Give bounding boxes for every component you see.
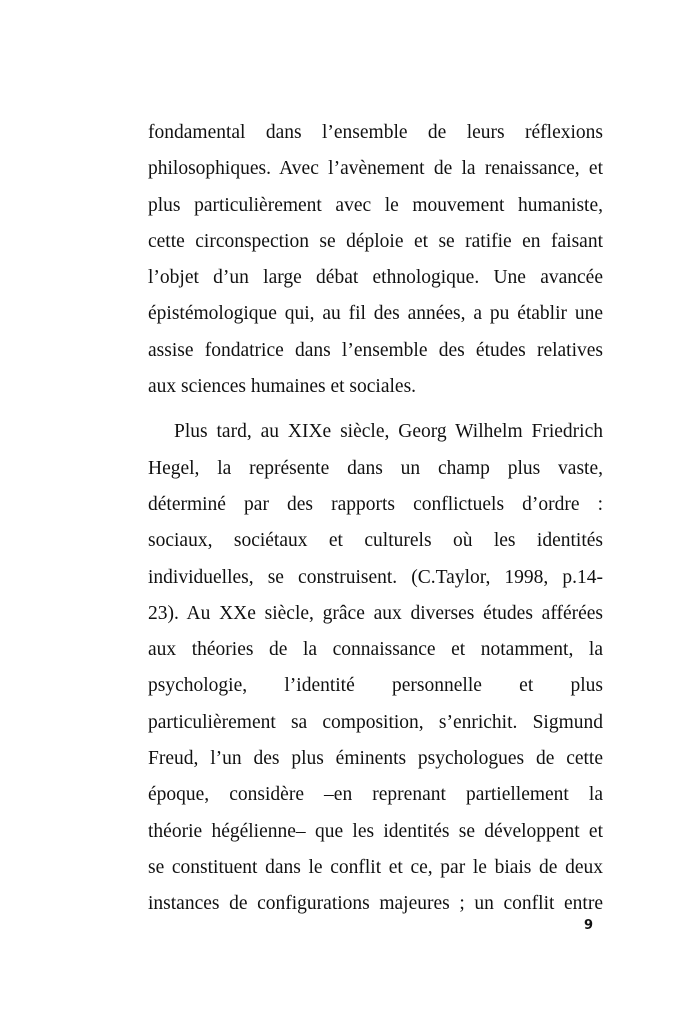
- text-line: instances de configurations majeures ; un conflit entre: [148, 893, 603, 915]
- text-line: Plus tard, au XIXe siècle, Georg Wilhelm Friedrich: [174, 421, 603, 443]
- text-line: théorie hégélienne– que les identités se développent et: [148, 820, 603, 842]
- text-line: fondamental dans l’ensemble de leurs réflexions: [148, 122, 603, 143]
- text-line: plus particulièrement avec le mouvement humaniste,: [148, 194, 603, 216]
- text-line: 23). Au XXe siècle, grâce aux diverses études afférées: [148, 602, 603, 624]
- text-line: se constituent dans le conflit et ce, par le biais de deux: [148, 856, 603, 878]
- text-line: sociaux, sociétaux et culturels où les identités: [148, 530, 603, 552]
- text-line: philosophiques. Avec l’avènement de la renaissance, et: [148, 158, 603, 180]
- text-line: l’objet d’un large débat ethnologique. Une avancée: [148, 267, 603, 289]
- text-line: particulièrement sa composition, s’enrichit. Sigmund: [148, 711, 603, 733]
- text-line: Hegel, la représente dans un champ plus vaste,: [148, 457, 603, 479]
- text-line: épistémologique qui, au fil des années, a pu établir une: [148, 303, 603, 325]
- paragraph: [148, 414, 603, 922]
- text-line: époque, considère –en reprenant partiellement la: [148, 784, 603, 806]
- text-line: Freud, l’un des plus éminents psychologues de cette: [148, 748, 603, 770]
- page-number: 9: [584, 918, 594, 933]
- text-line: cette circonspection se déploie et se ratifie en faisant: [148, 230, 603, 252]
- text-line: individuelles, se construisent. (C.Taylor, 1998, p.14-: [148, 566, 603, 588]
- text-line: aux sciences humaines et sociales.: [148, 376, 417, 398]
- document-body: [148, 115, 603, 923]
- text-line: déterminé par des rapports conflictuels d’ordre :: [148, 493, 603, 515]
- paragraph: [148, 115, 603, 405]
- text-line: psychologie, l’identité personnelle et plus: [148, 675, 603, 697]
- text-line: aux théories de la connaissance et notamment, la: [148, 639, 603, 661]
- text-line: assise fondatrice dans l’ensemble des études relatives: [148, 339, 603, 361]
